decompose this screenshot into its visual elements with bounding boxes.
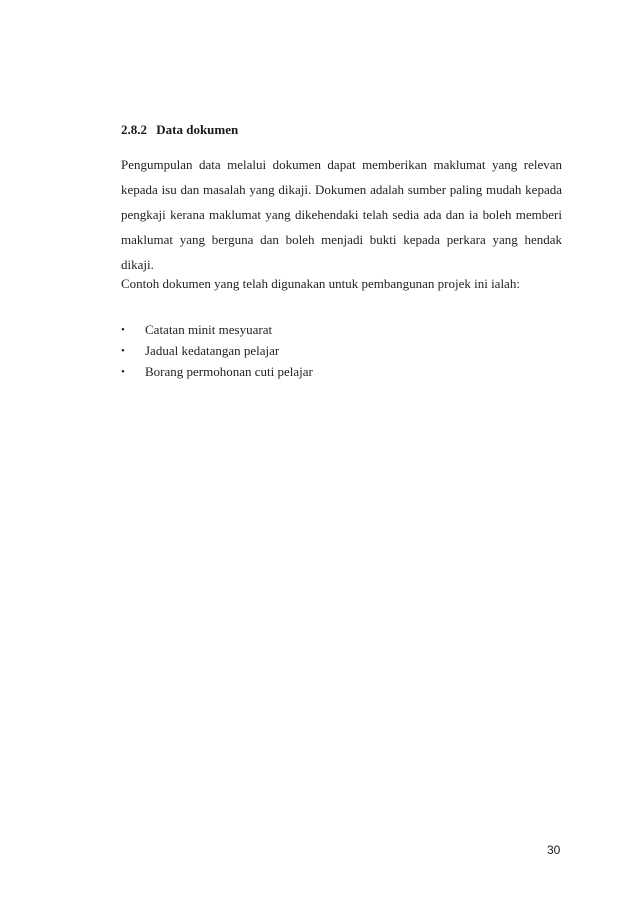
- list-item-text: Jadual kedatangan pelajar: [145, 343, 280, 358]
- body-paragraph: Pengumpulan data melalui dokumen dapat memberikan maklumat yang relevan kepada isu dan masalah yang dikaji. Dokumen adalah sumber paling mudah kepada pengkaji kerana maklumat yang dikehendaki telah sedia ada dan ia boleh memberi maklumat yang berguna dan boleh menjadi bukti kepada perkara yang hendak dikaji.: [121, 157, 562, 272]
- list-item-text: Borang permohonan cuti pelajar: [145, 364, 313, 379]
- list-intro: Contoh dokumen yang telah digunakan untuk pembangunan projek ini ialah:: [121, 276, 520, 291]
- bullet-icon: •: [121, 345, 125, 357]
- document-list: [121, 320, 313, 383]
- page-number: 30: [547, 843, 561, 857]
- list-item: [121, 320, 313, 341]
- bullet-icon: •: [121, 324, 125, 336]
- list-item: [121, 362, 313, 383]
- list-item-text: Catatan minit mesyuarat: [145, 322, 273, 337]
- bullet-icon: •: [121, 366, 125, 378]
- list-item: [121, 341, 313, 362]
- section-number: 2.8.2: [121, 122, 147, 137]
- section-title: Data dokumen: [156, 122, 239, 137]
- section-heading: [121, 122, 238, 138]
